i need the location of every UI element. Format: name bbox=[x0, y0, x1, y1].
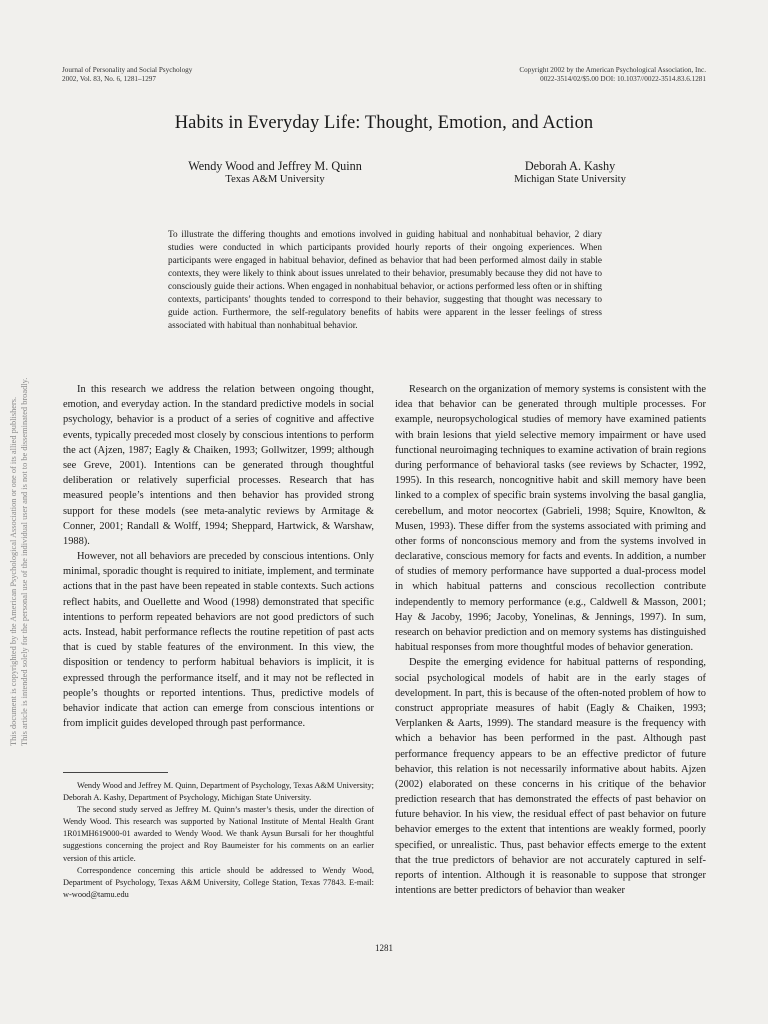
author-affiliation: Michigan State University bbox=[514, 174, 626, 185]
author-names: Deborah A. Kashy bbox=[524, 159, 616, 173]
footnote-paragraph: The second study served as Jeffrey M. Quinn’s master’s thesis, under the direction of Wendy Wood. This research was supported by National Institute of Mental Health Grant 1R01MH619000-01 awarded to Wendy Wood. We thank Aysun Bursali for her thoughtful suggestions concerning the project and Roy Baumeister for his comments on an earlier version of this article. bbox=[63, 805, 374, 863]
body-column-left bbox=[63, 382, 374, 731]
body-paragraph: In this research we address the relation between ongoing thought, emotion, and everyday action. In the standard predictive models in social psychology, behavior is a product of a series of cognitive and affective events, typically preceded most closely by conscious intentions to perform the act (Ajzen, 1987; Eagly & Chaiken, 1993; Gollwitzer, 1999; although see Greve, 2001). Intentions can be generated through thoughtful deliberation or relatively superficial processes. Research that has measured people’s intentions and then behavior has provided strong support for these models (see meta-analytic reviews by Armitage & Conner, 2001; Randall & Wolff, 1994; Sheppard, Hartwick, & Warshaw, 1988). bbox=[63, 384, 374, 547]
journal-header bbox=[62, 66, 192, 84]
footnote-paragraph: Correspondence concerning this article should be addressed to Wendy Wood, Department of Psychology, Texas A&M University, College Station, Texas 77843. E-mail: w-wood@tamu.edu bbox=[63, 865, 374, 899]
copyright-side-notice bbox=[8, 286, 32, 746]
doi-line: 0022-3514/02/$5.00 DOI: 10.1037//0022-3514.83.6.1281 bbox=[540, 75, 706, 83]
article-title: Habits in Everyday Life: Thought, Emotion, and Action bbox=[174, 113, 594, 133]
body-column-right bbox=[395, 382, 706, 898]
body-paragraph: Research on the organization of memory systems is consistent with the idea that behavior can be generated through multiple processes. For example, neuropsychological studies of memory have examined patients with brain lesions that yield selective memory impairment or have used functional neuroimaging techniques to examine activation of brain regions during performance of behavioral tasks (see reviews by Schacter, 1992, 1995). In this research, noncognitive habit and skill memory have been linked to a complex of specific brain systems involving the basal ganglia, cerebellum, and motor neocortex (Gabrieli, 1998; Squire, Knowlton, & Musen, 1993). These differ from the systems associated with priming and other forms of nonconscious memory and from the systems involved in declarative, conscious memory for facts and events. In addition, a number of studies of memory performance have supported a dual-process model in which habitual patterns and conscious recollection contribute independently to memory performance (e.g., Caldwell & Masson, 2001; Hay & Jacoby, 1996; Jacoby, Yonelinas, & Jennings, 1997). In sum, research on behavior prediction and on memory systems has distinguished habitual responses from more thoughtful modes of behavior generation. bbox=[395, 384, 706, 654]
body-paragraph: Despite the emerging evidence for habitual patterns of responding, social psychological models of habit are in the early stages of development. In part, this is because of the often-noted problem of how to construct appropriate measures of habit (Eagly & Chaiken, 1993; Verplanken & Aarts, 1999). The standard measure is the frequency with which a behavior has been performed in the past. Although past performance frequency appears to be an effective predictor of future behavior, this relation is not necessarily informative about habits. Ajzen (2002) elaborated on these concerns in his critique of the behavior prediction research that has demonstrated the effects of past behavior on future behavior. In his view, the residual effect of past behavior on future behavior emerges to the extent that intentions are weakly formed, poorly specified, or unrealistic. Thus, past behavior effects emerge to the extent that the true predictors of behavior are not accurately captured in self-reports of intention. Although it is reasonable to suppose that stronger intentions are better predictors of behavior than weaker bbox=[395, 657, 706, 897]
copyright-header bbox=[519, 66, 706, 84]
journal-name: Journal of Personality and Social Psychology bbox=[62, 66, 193, 74]
author-affiliation: Texas A&M University bbox=[225, 174, 325, 185]
author-block-right bbox=[470, 159, 670, 186]
page-number: 1281 bbox=[375, 943, 393, 953]
journal-volume: 2002, Vol. 83, No. 6, 1281–1297 bbox=[62, 75, 156, 83]
side-notice-line: This article is intended solely for the personal use of the individual user and is not to be disseminated broadly. bbox=[20, 377, 29, 746]
copyright-line: Copyright 2002 by the American Psychological Association, Inc. bbox=[519, 66, 706, 74]
author-block-left bbox=[110, 159, 440, 186]
abstract: To illustrate the differing thoughts and emotions involved in guiding habitual and nonhabitual behavior, 2 diary studies were conducted in which participants provided hourly reports of their ongoing experiences. When participants were engaged in habitual behavior, defined as behavior that had been performed almost daily in stable contexts, they were likely to think about issues unrelated to their behavior, presumably because they did not have to consciously guide their actions. When engaged in nonhabitual behavior, or actions performed less often or in shifting contexts, participants’ thoughts tended to correspond to their behavior, suggesting that thought was necessary to guide action. Furthermore, the self-regulatory benefits of habits were apparent in the lesser feelings of stress associated with habitual than nonhabitual behavior. bbox=[168, 230, 602, 331]
body-paragraph: However, not all behaviors are preceded by conscious intentions. Only minimal, sporadic thought is required to initiate, implement, and terminate actions that in the past have been repeated in stable contexts. Such actions reflect habits, and Ouellette and Wood (1998) demonstrated that specific intentions to perform repeated behaviors are not good predictors of such acts. Instead, habit performance reflects the routine repetition of past acts that is cued by stable features of the environment. In this view, the disposition or tendency to perform habitual behaviors is implicit, it is expressed through the performance itself, and it may not be reflected in people’s thoughts or reported intentions. Thus, predictive models of behavior indicate that action can emerge from conscious intentions or from implicit guides developed through past performance. bbox=[63, 551, 374, 730]
footnote-paragraph: Wendy Wood and Jeffrey M. Quinn, Department of Psychology, Texas A&M University; Deborah A. Kashy, Department of Psychology, Michigan State University. bbox=[63, 781, 374, 803]
author-footnotes bbox=[63, 780, 374, 901]
side-notice-line: This document is copyrighted by the American Psychological Association or one of its allied publishers. bbox=[9, 396, 18, 746]
footnote-divider bbox=[63, 772, 168, 773]
author-names: Wendy Wood and Jeffrey M. Quinn bbox=[188, 159, 362, 173]
